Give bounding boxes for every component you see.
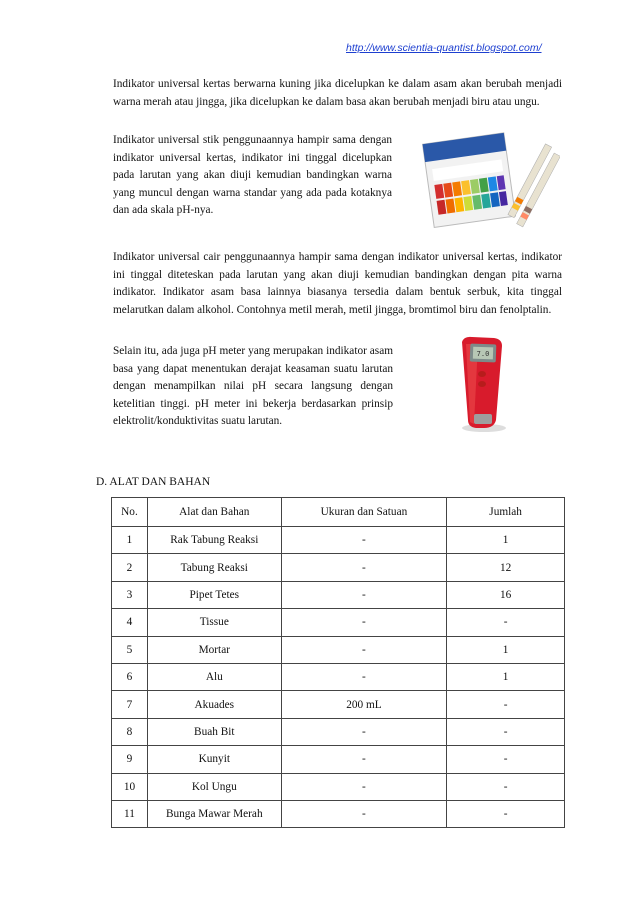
cell-amount: 1	[447, 636, 565, 663]
table-row	[112, 718, 565, 745]
cell-no: 8	[112, 718, 148, 745]
table-row	[112, 663, 565, 690]
table-row	[112, 800, 565, 827]
cell-no: 4	[112, 609, 148, 636]
cell-no: 11	[112, 800, 148, 827]
cell-item: Akuades	[147, 691, 281, 718]
cell-size-unit: -	[281, 609, 447, 636]
tools-table	[111, 497, 565, 828]
cell-amount: 1	[447, 527, 565, 554]
cell-item: Mortar	[147, 636, 281, 663]
cell-no: 6	[112, 663, 148, 690]
cell-no: 2	[112, 554, 148, 581]
header-size-unit: Ukuran dan Satuan	[281, 498, 447, 527]
table-row	[112, 554, 565, 581]
cell-amount: 16	[447, 581, 565, 608]
cell-item: Kunyit	[147, 746, 281, 773]
cell-no: 10	[112, 773, 148, 800]
cell-size-unit: -	[281, 636, 447, 663]
cell-size-unit: -	[281, 746, 447, 773]
cell-size-unit: 200 mL	[281, 691, 447, 718]
cell-no: 1	[112, 527, 148, 554]
cell-amount: 12	[447, 554, 565, 581]
ph-meter-icon	[432, 334, 532, 434]
table-header-row	[112, 498, 565, 527]
ph-meter-display: 7.0	[476, 350, 490, 358]
header-no: No.	[112, 498, 148, 527]
table-row	[112, 636, 565, 663]
cell-no: 3	[112, 581, 148, 608]
cell-amount: -	[447, 773, 565, 800]
table-row	[112, 691, 565, 718]
paragraph-liquid-indicator: Indikator universal cair penggunaannya hampir sama dengan indikator universal kertas, indikator ini tinggal diteteskan pada larutan yang akan diuji kemudian bandingkan dengan pita warna indikator. Indikator asam basa lainnya biasanya tersedia dalam bentuk serbuk, kita tinggal melarutkan dalam alkohol. Contohnya metil merah, metil jingga, bromtimol biru dan fenolptalin.	[113, 251, 562, 316]
cell-size-unit: -	[281, 663, 447, 690]
header-item: Alat dan Bahan	[147, 498, 281, 527]
table-row	[112, 581, 565, 608]
cell-amount: 1	[447, 663, 565, 690]
table-row	[112, 746, 565, 773]
cell-amount: -	[447, 746, 565, 773]
cell-no: 5	[112, 636, 148, 663]
table-row	[112, 609, 565, 636]
ph-indicator-strip-kit-icon	[410, 130, 560, 230]
cell-no: 9	[112, 746, 148, 773]
cell-item: Buah Bit	[147, 718, 281, 745]
paragraph-ph-meter: Selain itu, ada juga pH meter yang merupakan indikator asam basa yang dapat menentukan derajat keasaman suatu larutan dengan menampilkan nilai pH secara langsung dengan ketelitian tinggi. pH meter ini bekerja berdasarkan prinsip elektrolit/konduktivitas suatu larutan.	[113, 345, 393, 427]
header-url[interactable]: http://www.scientia-quantist.blogspot.com/	[346, 42, 542, 54]
table-row	[112, 773, 565, 800]
cell-amount: -	[447, 609, 565, 636]
cell-amount: -	[447, 691, 565, 718]
cell-size-unit: -	[281, 554, 447, 581]
paragraph-paper-indicator: Indikator universal kertas berwarna kuning jika dicelupkan ke dalam asam akan berubah menjadi warna merah atau jingga, jika dicelupkan ke dalam basa akan berubah menjadi biru atau ungu.	[113, 78, 562, 108]
cell-item: Bunga Mawar Merah	[147, 800, 281, 827]
cell-no: 7	[112, 691, 148, 718]
cell-amount: -	[447, 718, 565, 745]
cell-size-unit: -	[281, 581, 447, 608]
cell-size-unit: -	[281, 773, 447, 800]
cell-item: Tabung Reaksi	[147, 554, 281, 581]
cell-item: Kol Ungu	[147, 773, 281, 800]
header-amount: Jumlah	[447, 498, 565, 527]
cell-item: Alu	[147, 663, 281, 690]
cell-item: Pipet Tetes	[147, 581, 281, 608]
paragraph-stick-indicator: Indikator universal stik penggunaannya hampir sama dengan indikator universal kertas, indikator ini tinggal dicelupkan pada larutan yang akan diuji kemudian bandingkan warna yang muncul dengan warna standar yang ada pada kotaknya dan ada skala pH-nya.	[113, 134, 392, 216]
cell-amount: -	[447, 800, 565, 827]
cell-size-unit: -	[281, 800, 447, 827]
cell-item: Rak Tabung Reaksi	[147, 527, 281, 554]
table-row	[112, 527, 565, 554]
cell-size-unit: -	[281, 527, 447, 554]
cell-item: Tissue	[147, 609, 281, 636]
cell-size-unit: -	[281, 718, 447, 745]
section-heading-tools: D. ALAT DAN BAHAN	[96, 476, 211, 488]
